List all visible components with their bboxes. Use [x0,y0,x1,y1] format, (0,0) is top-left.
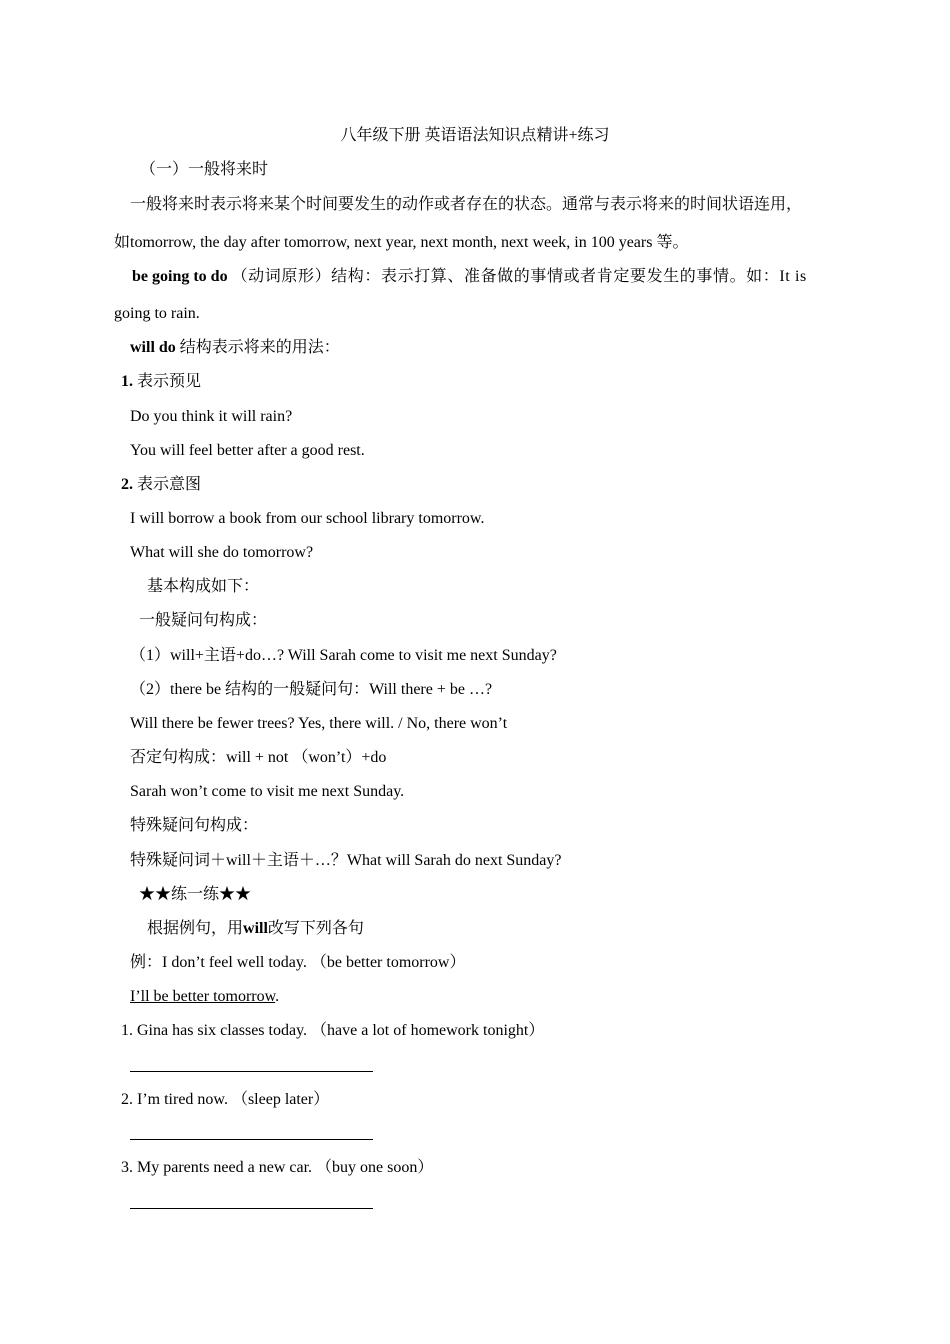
point-2-number: 2. [121,476,133,493]
negative-example: Sarah won’t come to visit me next Sunday. [130,783,405,800]
general-question-heading: 一般疑问句构成： [139,612,268,629]
point-1-heading [121,372,201,392]
going-to-description: （动词原形）结构：表示打算、准备做的事情或者肯定要发生的事情。如：It is [231,268,807,285]
going-to-paragraph [132,267,807,287]
general-question-rule-1: （1）will+主语+do…? Will Sarah come to visit me next Sunday? [130,647,557,664]
practice-example-answer [130,987,279,1007]
practice-instruction-suffix: 改写下列各句 [267,920,364,937]
practice-instruction-prefix: 根据例句，用 [147,920,244,937]
exercise-item-1: 1. Gina has six classes today. （have a lot of homework tonight） [121,1022,545,1039]
exercise-answer-line-1[interactable] [130,1071,373,1072]
intro-paragraph-line2: 如tomorrow, the day after tomorrow, next year, next month, next week, in 100 years 等。 [114,234,689,251]
practice-instruction-keyword: will [243,920,268,937]
section-heading: （一）一般将来时 [140,161,269,178]
point-1-label: 表示预见 [137,373,202,390]
exercise-item-3: 3. My parents need a new car. （buy one soon） [121,1159,434,1176]
will-do-term: will do [130,339,176,356]
will-do-paragraph [130,338,340,358]
point-1-example-1: Do you think it will rain? [130,408,293,425]
example-answer-period: . [275,988,280,1005]
special-question-heading: 特殊疑问句构成： [130,817,259,834]
practice-heading: ★★练一练★★ [139,886,252,903]
negative-rule: 否定句构成：will + not （won’t）+do [130,749,387,766]
will-do-description: 结构表示将来的用法： [179,339,340,356]
practice-instruction [147,919,364,939]
document-title: 八年级下册 英语语法知识点精讲+练习 [340,127,610,144]
example-answer-underlined: I’ll be better tomorrow [130,988,276,1005]
special-question-rule: 特殊疑问词＋will＋主语＋…？What will Sarah do next Sunday? [130,852,562,869]
going-to-term: be going to do [132,268,228,285]
intro-paragraph-line1: 一般将来时表示将来某个时间要发生的动作或者存在的状态。通常与表示将来的时间状语连用， [130,196,803,213]
general-question-example: Will there be fewer trees? Yes, there will. / No, there won’t [130,715,508,732]
point-2-example-1: I will borrow a book from our school library tomorrow. [130,510,485,527]
point-2-heading [121,475,201,495]
point-1-number: 1. [121,373,133,390]
point-1-example-2: You will feel better after a good rest. [130,442,365,459]
basic-structure-heading: 基本构成如下： [147,578,260,595]
exercise-item-2: 2. I’m tired now. （sleep later） [121,1091,330,1108]
general-question-rule-2: （2）there be 结构的一般疑问句：Will there + be …? [130,681,493,698]
going-to-paragraph-line2: going to rain. [114,305,200,322]
exercise-answer-line-2[interactable] [130,1139,373,1140]
exercise-answer-line-3[interactable] [130,1208,373,1209]
practice-example: 例：I don’t feel well today. （be better tomorrow） [130,954,466,971]
point-2-example-2: What will she do tomorrow? [130,544,314,561]
point-2-label: 表示意图 [137,476,202,493]
